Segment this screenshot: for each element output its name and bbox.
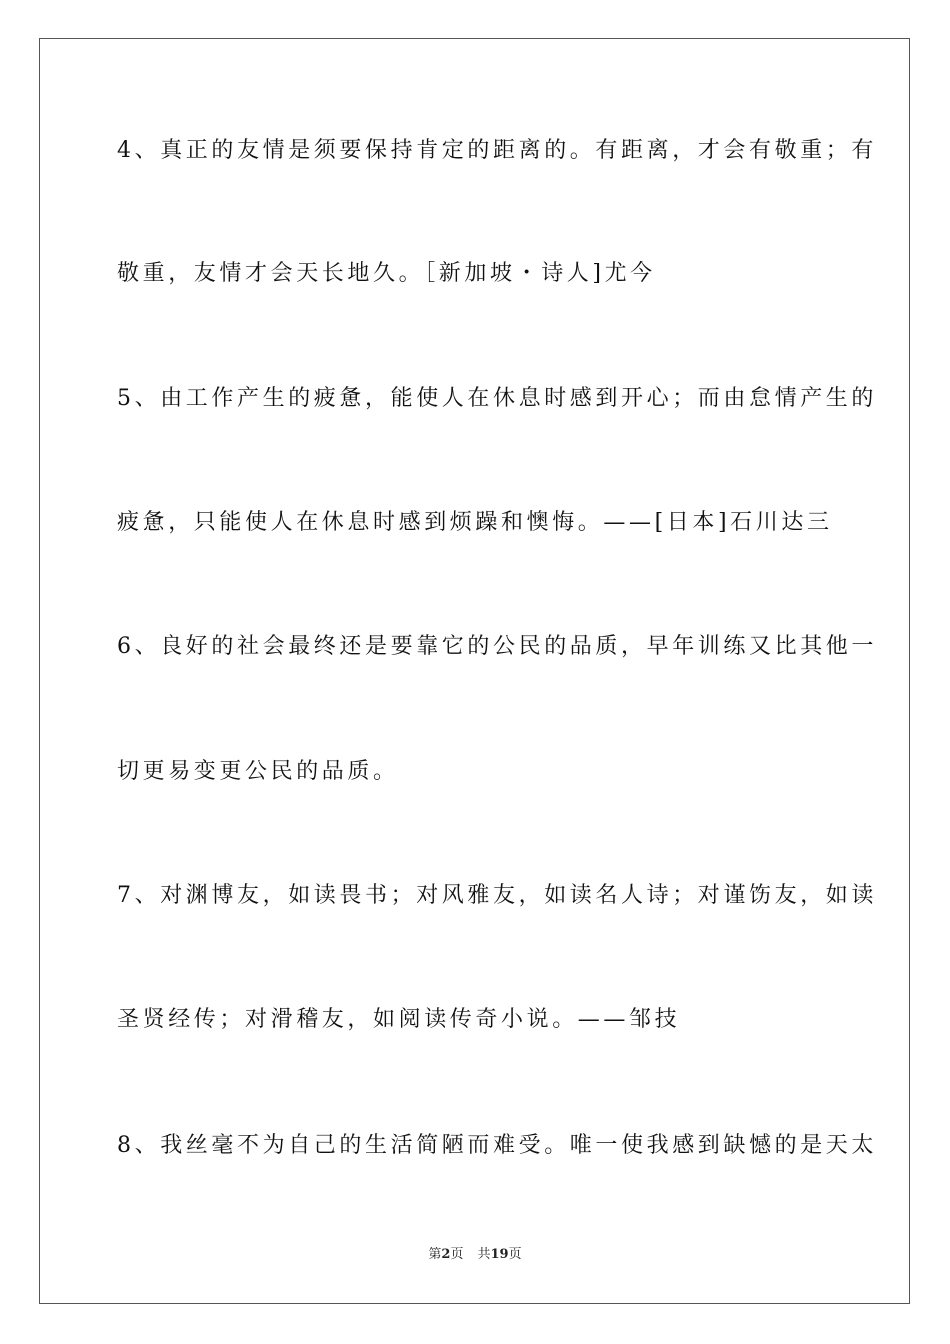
page-prefix: 第 <box>428 1247 442 1262</box>
text-line-6: 切更易变更公民的品质。 <box>117 759 399 784</box>
text-line-1: 4、真正的友情是须要保持肯定的距离的。有距离，才会有敬重；有 <box>117 138 877 163</box>
text-line-9: 8、我丝毫不为自己的生活简陋而难受。唯一使我感到缺憾的是天太 <box>117 1133 877 1158</box>
page-suffix: 页 <box>450 1247 464 1262</box>
total-prefix: 共 <box>477 1247 491 1262</box>
text-line-7: 7、对渊博友，如读畏书；对风雅友，如读名人诗；对谨饬友，如读 <box>117 883 877 908</box>
text-line-3: 5、由工作产生的疲惫，能使人在休息时感到开心；而由怠情产生的 <box>117 386 877 411</box>
total-pages: 19 <box>490 1247 509 1262</box>
page-border <box>39 38 910 1304</box>
text-line-2: 敬重，友情才会天长地久。［新加坡・诗人]尤今 <box>117 261 656 286</box>
page-footer <box>0 1247 950 1263</box>
text-line-8: 圣贤经传；对滑稽友，如阅读传奇小说。——邹技 <box>117 1007 681 1032</box>
total-suffix: 页 <box>508 1247 522 1262</box>
page-number: 2 <box>441 1247 451 1262</box>
text-line-5: 6、良好的社会最终还是要靠它的公民的品质，早年训练又比其他一 <box>117 634 877 659</box>
text-line-4: 疲惫，只能使人在休息时感到烦躁和懊悔。——[日本]石川达三 <box>117 510 833 535</box>
